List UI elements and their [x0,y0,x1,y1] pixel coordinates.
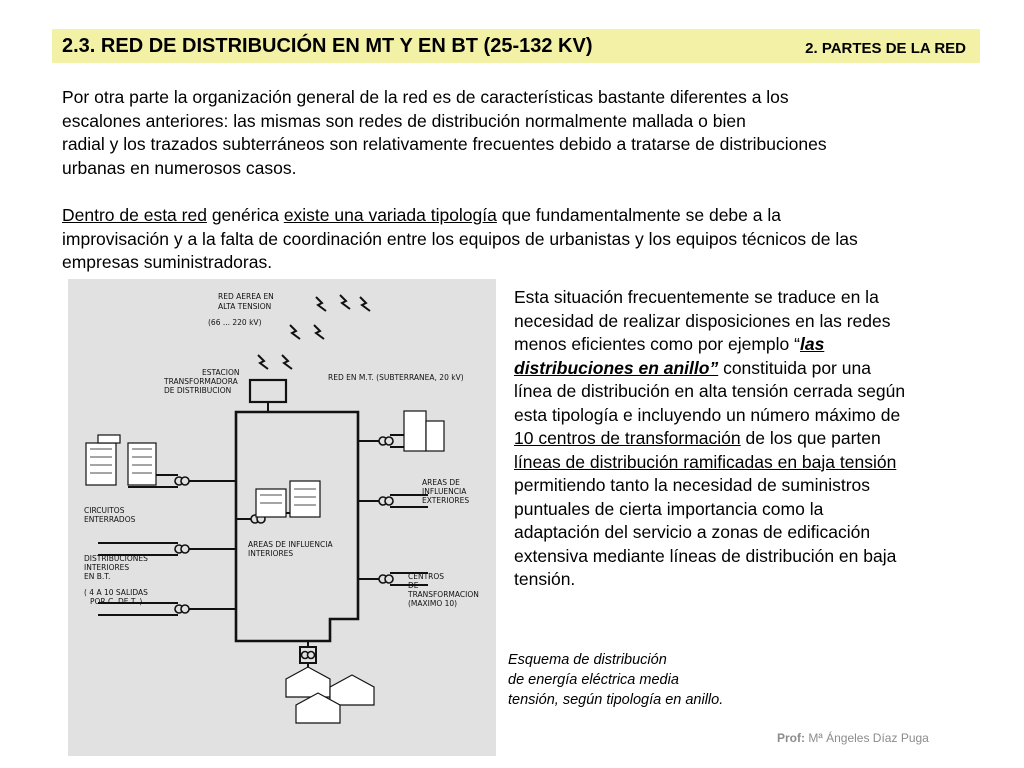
paragraph-line [514,357,984,381]
sketch-label: ALTA TENSION [218,302,272,311]
bolt-icon [360,297,370,311]
sketch-label: EN B.T. [84,572,111,581]
paragraph-line: radial y los trazados subterráneos son relativamente frecuentes debido a tratarse de distribuciones [62,134,827,154]
bolt-icon [258,355,268,369]
sketch-label: ESTACION [202,368,240,377]
bolt-icon [316,297,326,311]
house-block [286,667,330,697]
paragraph-line: Esta situación frecuentemente se traduce en la [514,287,879,307]
sketch-label: DE DISTRIBUCION [164,386,232,395]
sketch-label: RED EN M.T. (SUBTERRANEA, 20 kV) [328,373,464,382]
paragraph-line: puntuales de cierta importancia como la [514,498,824,519]
inline-text: de los que parten [740,428,881,448]
inline-text: menos eficientes como por ejemplo “ [514,334,800,354]
bolt-icon [290,325,300,339]
sketch-label: CENTROS [408,572,445,581]
sketch-label: ENTERRADOS [84,515,136,524]
underlined-text: Dentro de esta red [62,205,207,225]
paragraph-line: tensión. [514,569,576,589]
substation-box [250,380,286,402]
sketch-label: POR C. DE T. ) [90,597,143,606]
sketch-label: ( 4 A 10 SALIDAS [84,588,148,597]
sketch-label: AREAS DE [422,478,460,487]
caption-line: Esquema de distribución [508,652,667,668]
paragraph-line: adaptación del servicio a zonas de edificación [514,522,871,542]
sketch-label: TRANSFORMADORA [164,377,238,386]
mv-ring-line [236,412,358,641]
inline-text: que fundamentalmente se debe a la [496,205,781,225]
paragraph-line: línea de distribución en alta tensión cerrada según [514,381,906,401]
sketch-label: TRANSFORMACION [408,590,479,599]
sketch-label: (MAXIMO 10) [408,599,458,608]
caption-line: de energía eléctrica media [508,672,679,688]
sketch-label: INTERIORES [248,549,294,558]
emphasis-text: las [799,334,825,354]
underlined-text: líneas de distribución ramificadas en baja tensión [514,451,897,472]
sketch-label: DISTRIBUCIONES [84,554,148,563]
header-bar [52,29,980,63]
paragraph-line: Por otra parte la organización general de la red es de características bastante diferentes a los [62,87,789,107]
paragraph-line [514,427,984,451]
sketch-label: INFLUENCIA [422,487,467,496]
intro-paragraph [62,86,982,180]
slide-title: 2.3. RED DE DISTRIBUCIÓN EN MT Y EN BT (25-132 KV) [62,35,593,57]
inline-text: genérica [206,205,284,225]
paragraph-line [514,451,984,475]
paragraph-line: extensiva mediante líneas de distribución en baja [514,545,897,566]
sketch-label: INTERIORES [84,563,130,572]
paragraph-line: escalones anteriores: las mismas son redes de distribución normalmente mallada o bien [62,110,746,131]
sketch-label: AREAS DE INFLUENCIA [248,540,333,549]
ring-distribution-text [514,286,984,592]
paragraph-line: improvisación y a la falta de coordinación entre los equipos de urbanistas y los equipos técnicos de las [62,228,858,249]
diagram-sketch [68,279,496,756]
paragraph-line: necesidad de realizar disposiciones en las redes [514,310,891,331]
footer-author [777,731,929,745]
figure-caption [508,650,723,710]
building-block [404,411,426,451]
sketch-label: CIRCUITOS [84,506,125,515]
underlined-text: existe una variada tipología [283,205,497,225]
sketch-label: DE [408,581,419,590]
sketch-label: EXTERIORES [422,496,470,505]
emphasis-text: distribuciones en anillo” [514,357,719,378]
paragraph-line: permitiendo tanto la necesidad de suministros [514,475,871,495]
paragraph-line: esta tipología e incluyendo un número máximo de [514,404,901,425]
sketch-label: (66 ... 220 kV) [208,318,262,327]
ring-distribution-diagram [68,279,496,756]
sketch-label: RED AEREA EN [218,292,274,301]
typology-paragraph [62,204,982,275]
author-name: Mª Ángeles Díaz Puga [805,731,929,745]
section-label: 2. PARTES DE LA RED [805,40,966,57]
bolt-icon [314,325,324,339]
paragraph-line [514,333,984,357]
bolt-icon [282,355,292,369]
underlined-text: 10 centros de transformación [514,428,741,448]
paragraph-line [62,204,982,228]
inline-text: constituida por una [718,357,871,378]
paragraph-line: empresas suministradoras. [62,252,273,272]
bolt-icon [340,295,350,309]
caption-line: tensión, según tipología en anillo. [508,692,724,708]
footer-prefix: Prof: [777,731,805,745]
paragraph-line: urbanas en numerosos casos. [62,157,297,178]
